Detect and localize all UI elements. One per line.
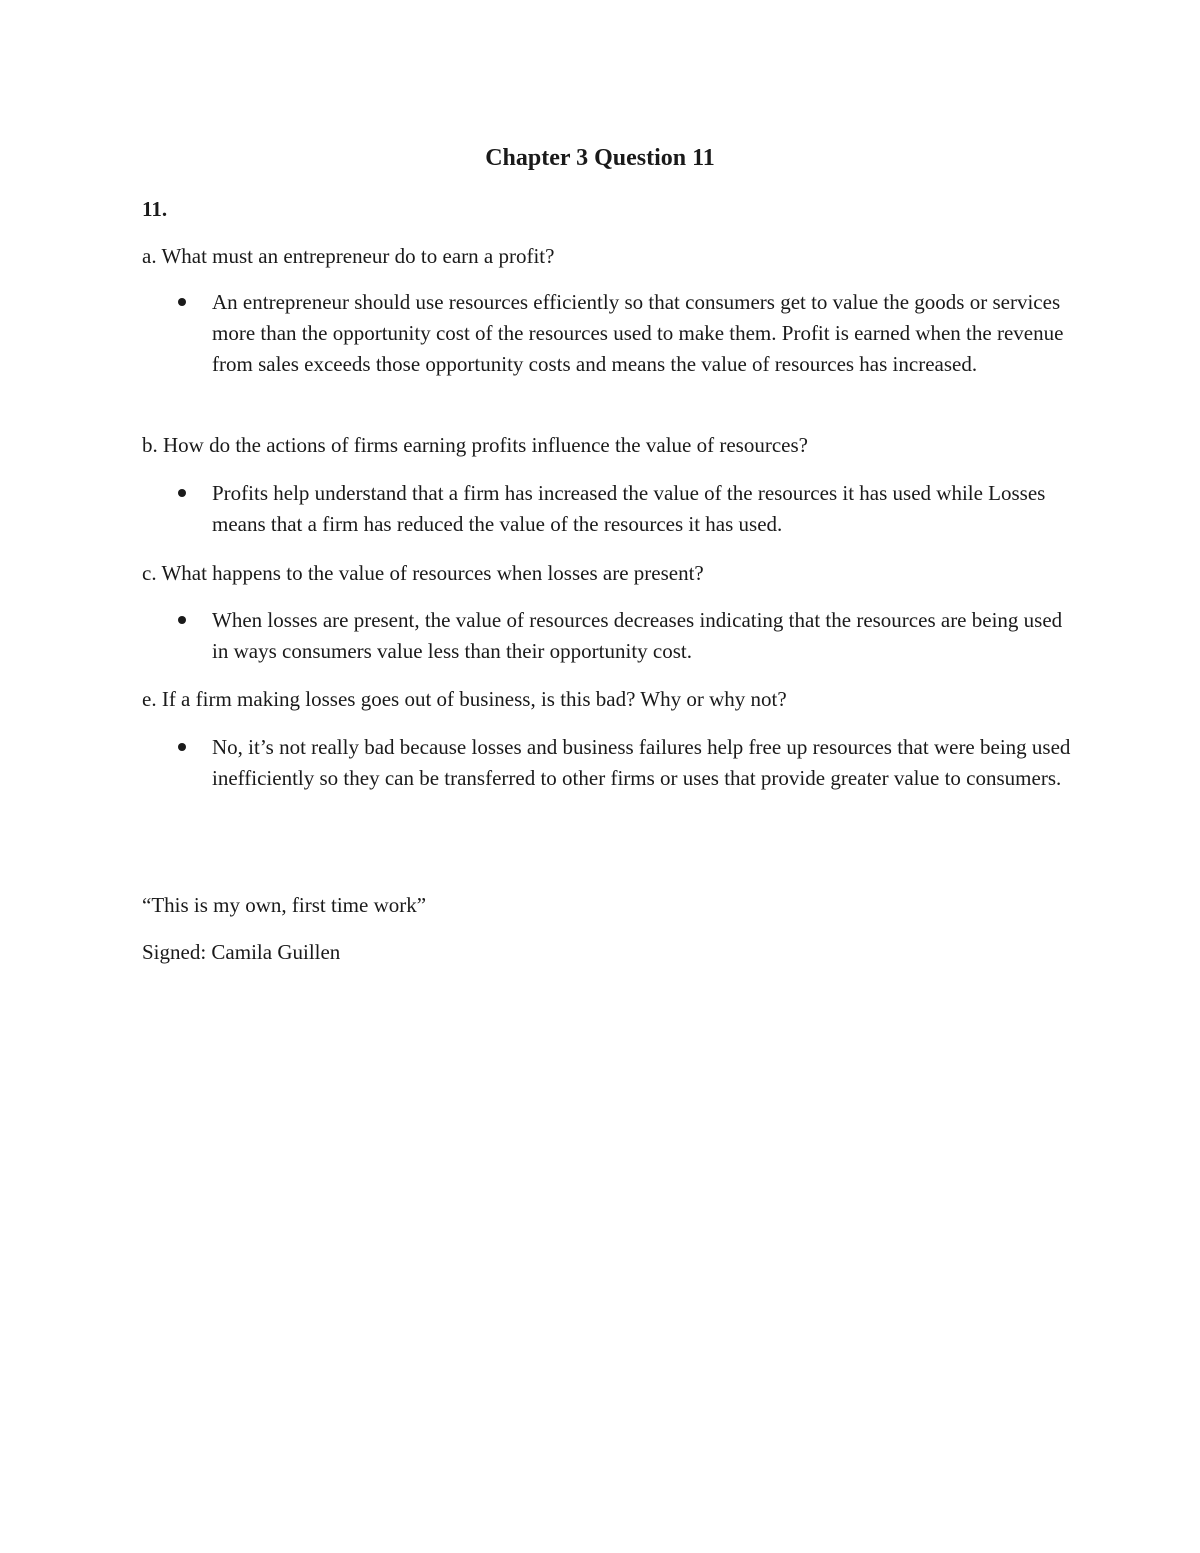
signature-line: Signed: Camila Guillen: [142, 940, 341, 964]
question-c: c. What happens to the value of resources when losses are present?: [142, 561, 704, 585]
answer-a: [142, 287, 1072, 413]
answer-c-text: When losses are present, the value of resources decreases indicating that the resources are being used in ways consumers value less than their opportunity cost.: [212, 608, 1063, 663]
bullet-icon: [178, 489, 186, 497]
answer-e-text: No, it’s not really bad because losses and business failures help free up resources that were being used inefficiently so they can be transferred to other firms or uses that provide greater value to consumers.: [212, 735, 1071, 790]
answer-e: [142, 732, 1072, 827]
question-b: b. How do the actions of firms earning profits influence the value of resources?: [142, 433, 808, 457]
question-a: a. What must an entrepreneur do to earn a profit?: [142, 244, 555, 268]
bullet-icon: [178, 298, 186, 306]
bullet-icon: [178, 616, 186, 624]
question-number: 11.: [142, 197, 168, 221]
answer-a-text: An entrepreneur should use resources efficiently so that consumers get to value the goods or services more than the opportunity cost of the resources used to make them. Profit is earned when the revenue from sales exceeds those opportunity costs and means the value of resources has increased.: [212, 290, 1064, 376]
answer-b-text: Profits help understand that a firm has increased the value of the resources it has used while Losses means that a firm has reduced the value of the resources it has used.: [212, 481, 1046, 536]
page-title: Chapter 3 Question 11: [485, 145, 715, 171]
question-e: e. If a firm making losses goes out of business, is this bad? Why or why not?: [142, 687, 787, 711]
bullet-icon: [178, 743, 186, 751]
originality-statement: “This is my own, first time work”: [142, 893, 427, 917]
answer-b: [142, 478, 1072, 542]
answer-c: [142, 605, 1072, 669]
